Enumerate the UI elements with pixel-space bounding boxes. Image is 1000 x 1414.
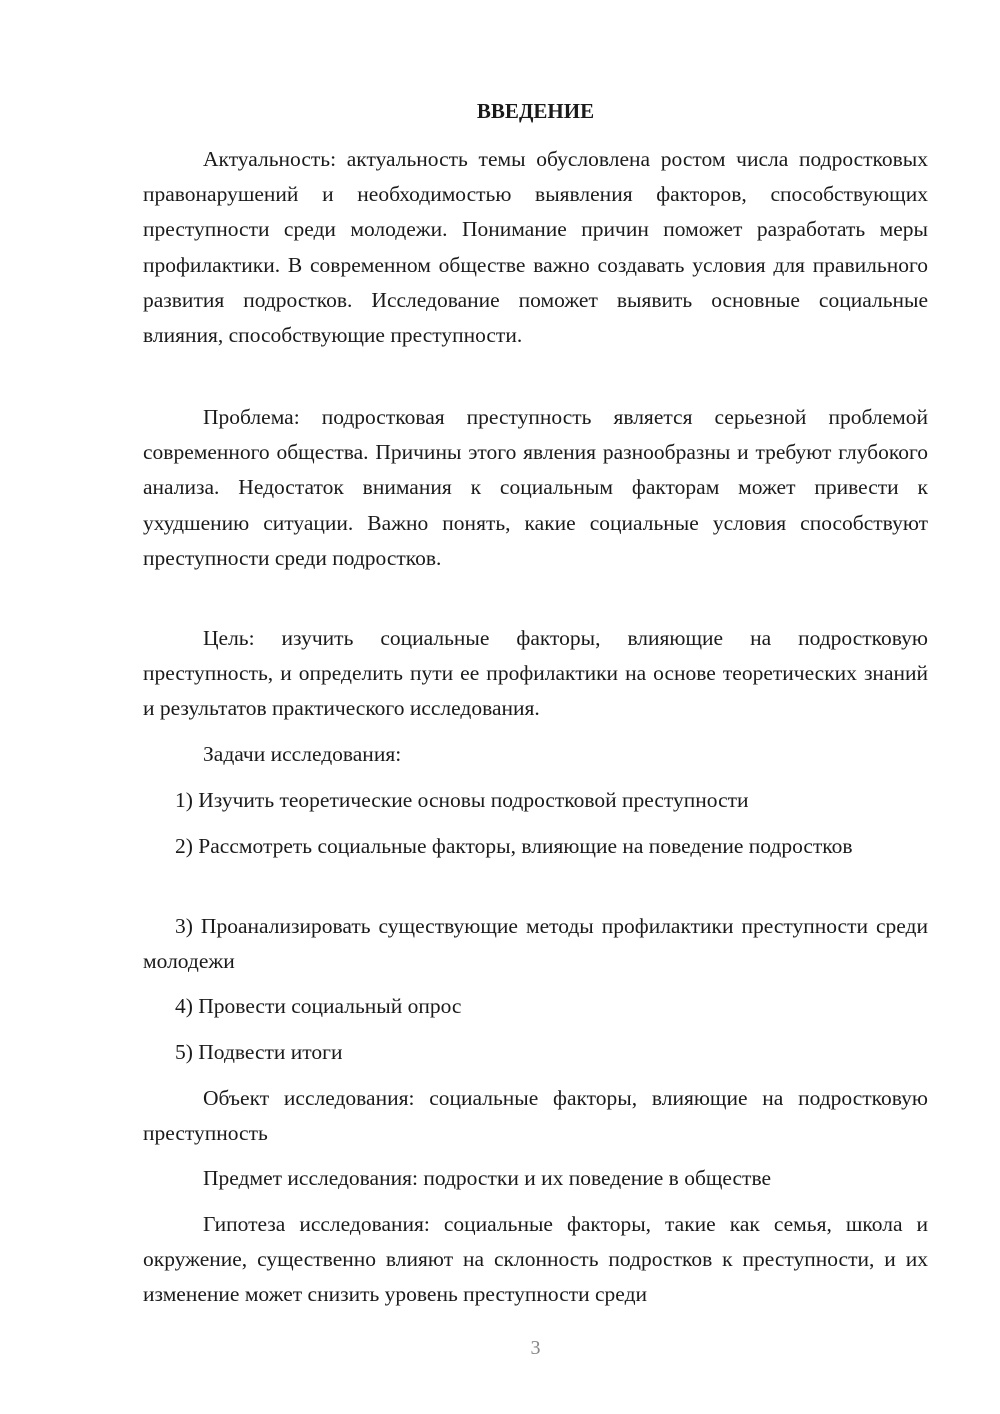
- section-heading: ВВЕДЕНИЕ: [476, 99, 595, 123]
- paragraph-problem: Проблема: подростковая преступность является серьезной проблемой современного общества. Причины этого явления разнообразны и требуют глубокого анализа. Недостаток внимания к социальным факторам может привести к ухудшению ситуации. Важно понять, какие социальные условия способствуют преступности среди подростков.: [143, 405, 928, 570]
- paragraph-relevance: Актуальность: актуальность темы обусловлена ростом числа подростковых правонарушений и необходимостью выявления факторов, способствующих преступности среди молодежи. Понимание причин поможет разработать меры профилактики. В современном обществе важно создавать условия для правильного развития подростков. Исследование поможет выявить основные социальные влияния, способствующие преступности.: [143, 147, 928, 348]
- page-number: 3: [530, 1337, 541, 1359]
- task-item-2: 2) Рассмотреть социальные факторы, влияющие на поведение подростков: [175, 834, 853, 858]
- task-item-3: 3) Проанализировать существующие методы профилактики преступности среди молодежи: [143, 914, 928, 974]
- task-item-4: 4) Провести социальный опрос: [175, 994, 462, 1018]
- paragraph-object: Объект исследования: социальные факторы, влияющие на подростковую преступность: [143, 1086, 928, 1146]
- task-item-1: 1) Изучить теоретические основы подростковой преступности: [175, 788, 749, 812]
- paragraph-goal: Цель: изучить социальные факторы, влияющие на подростковую преступность, и определить пути ее профилактики на основе теоретических знаний и результатов практического исследования.: [143, 626, 928, 721]
- paragraph-subject: Предмет исследования: подростки и их поведение в обществе: [203, 1166, 772, 1190]
- tasks-heading: Задачи исследования:: [203, 742, 402, 766]
- task-item-5: 5) Подвести итоги: [175, 1040, 343, 1064]
- paragraph-hypothesis: Гипотеза исследования: социальные факторы, такие как семья, школа и окружение, существенно влияют на склонность подростков к преступности, и их изменение может снизить уровень преступности среди: [143, 1212, 928, 1307]
